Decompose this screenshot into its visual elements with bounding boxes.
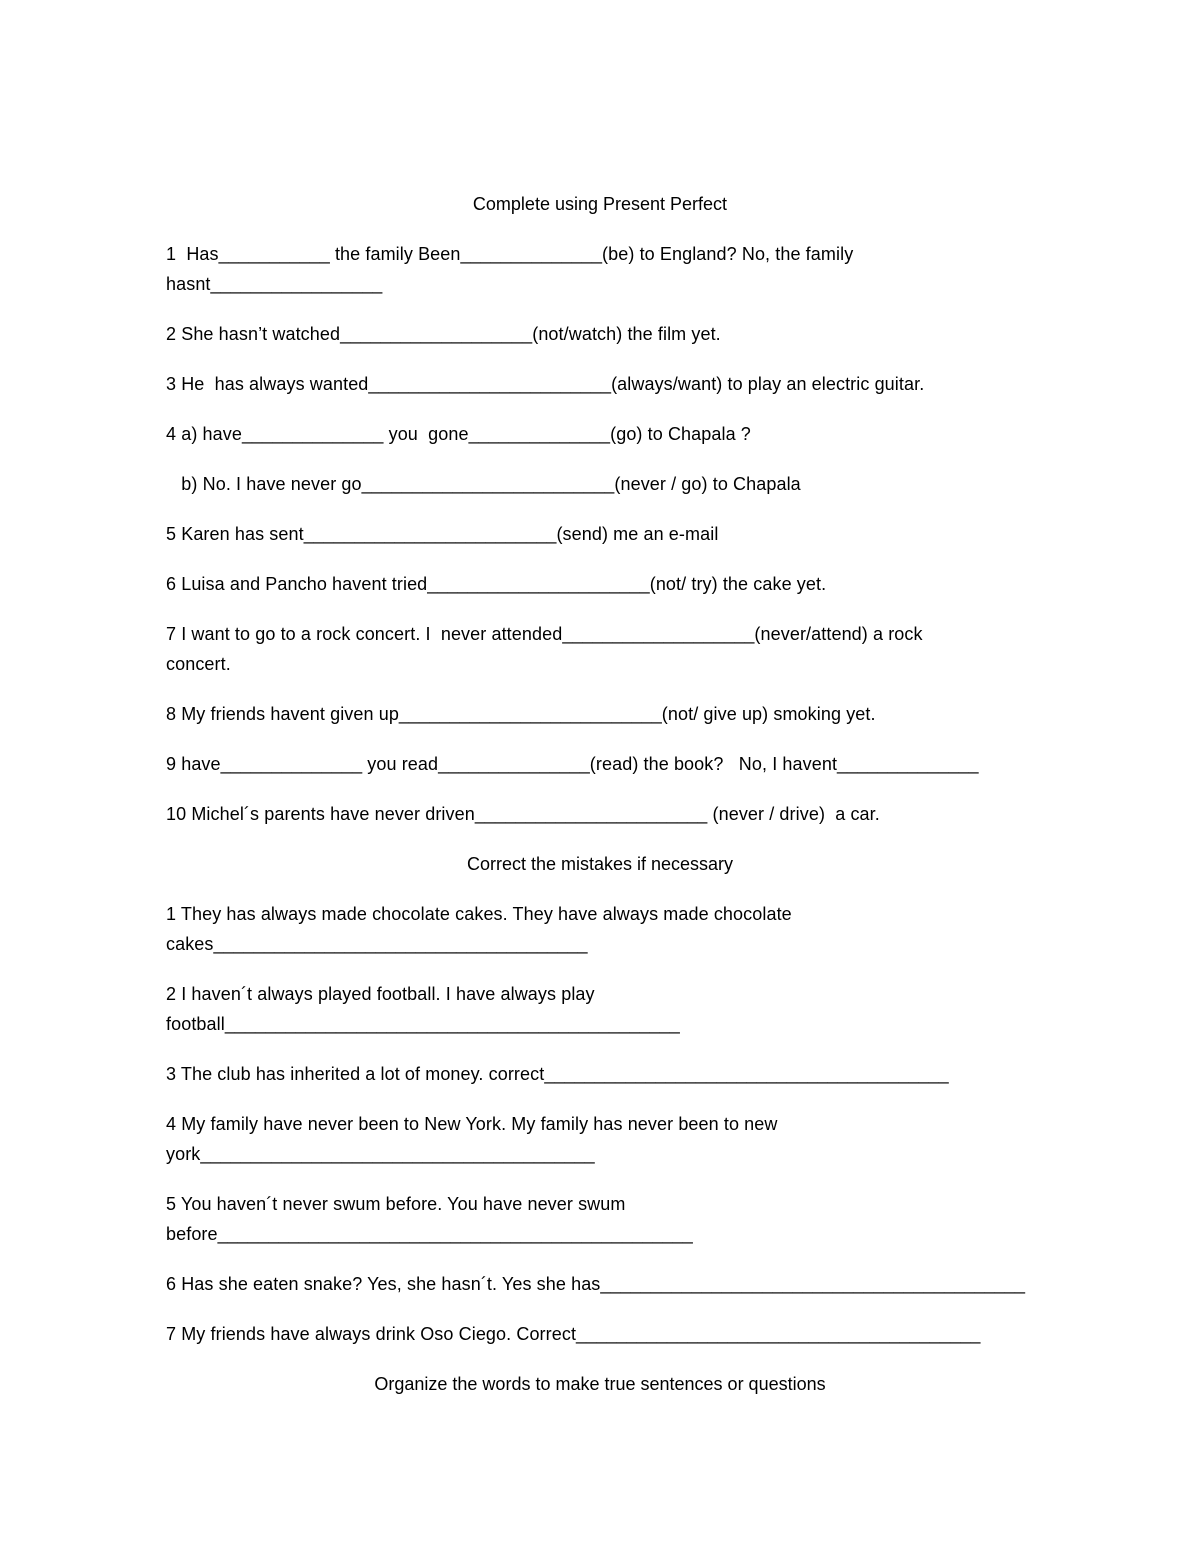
- exercise-line: hasnt_________________: [166, 274, 383, 294]
- exercise-line: 6 Luisa and Pancho havent tried______________________(not/ try) the cake yet.: [166, 574, 827, 594]
- exercise-line: 2 I haven´t always played football. I have always play: [166, 984, 595, 1004]
- exercise-line: 3 The club has inherited a lot of money. correct________________________________________: [166, 1064, 949, 1084]
- exercise-line: 5 Karen has sent_________________________(send) me an e-mail: [166, 524, 719, 544]
- exercise-line: football_____________________________________________: [166, 1014, 680, 1034]
- exercise-line: york_______________________________________: [166, 1144, 595, 1164]
- section-title-correct-mistakes: Correct the mistakes if necessary: [466, 854, 734, 874]
- exercise-line: 6 Has she eaten snake? Yes, she hasn´t. Yes she has__________________________________________: [166, 1274, 1026, 1294]
- exercise-line: b) No. I have never go_________________________(never / go) to Chapala: [166, 474, 801, 494]
- exercise-line: concert.: [166, 654, 231, 674]
- exercise-line: before_______________________________________________: [166, 1224, 693, 1244]
- exercise-line: 3 He has always wanted________________________(always/want) to play an electric guitar.: [166, 374, 925, 394]
- section-title-present-perfect: Complete using Present Perfect: [472, 194, 728, 214]
- exercise-line: 7 My friends have always drink Oso Ciego. Correct________________________________________: [166, 1324, 981, 1344]
- exercise-line: 10 Michel´s parents have never driven_______________________ (never / drive) a car.: [166, 804, 880, 824]
- exercise-line: 8 My friends havent given up__________________________(not/ give up) smoking yet.: [166, 704, 876, 724]
- exercise-line: 1 They has always made chocolate cakes. They have always made chocolate: [166, 904, 792, 924]
- exercise-line: 5 You haven´t never swum before. You have never swum: [166, 1194, 626, 1214]
- exercise-line: 2 She hasn’t watched___________________(not/watch) the film yet.: [166, 324, 721, 344]
- exercise-line: 7 I want to go to a rock concert. I never attended___________________(never/attend) a rock: [166, 624, 923, 644]
- exercise-line: cakes_____________________________________: [166, 934, 588, 954]
- exercise-line: 4 a) have______________ you gone______________(go) to Chapala ?: [166, 424, 751, 444]
- exercise-line: 9 have______________ you read_______________(read) the book? No, I havent______________: [166, 754, 979, 774]
- exercise-line: 1 Has___________ the family Been______________(be) to England? No, the family: [166, 244, 854, 264]
- section-title-organize-words: Organize the words to make true sentences or questions: [374, 1374, 826, 1394]
- exercise-line: 4 My family have never been to New York. My family has never been to new: [166, 1114, 778, 1134]
